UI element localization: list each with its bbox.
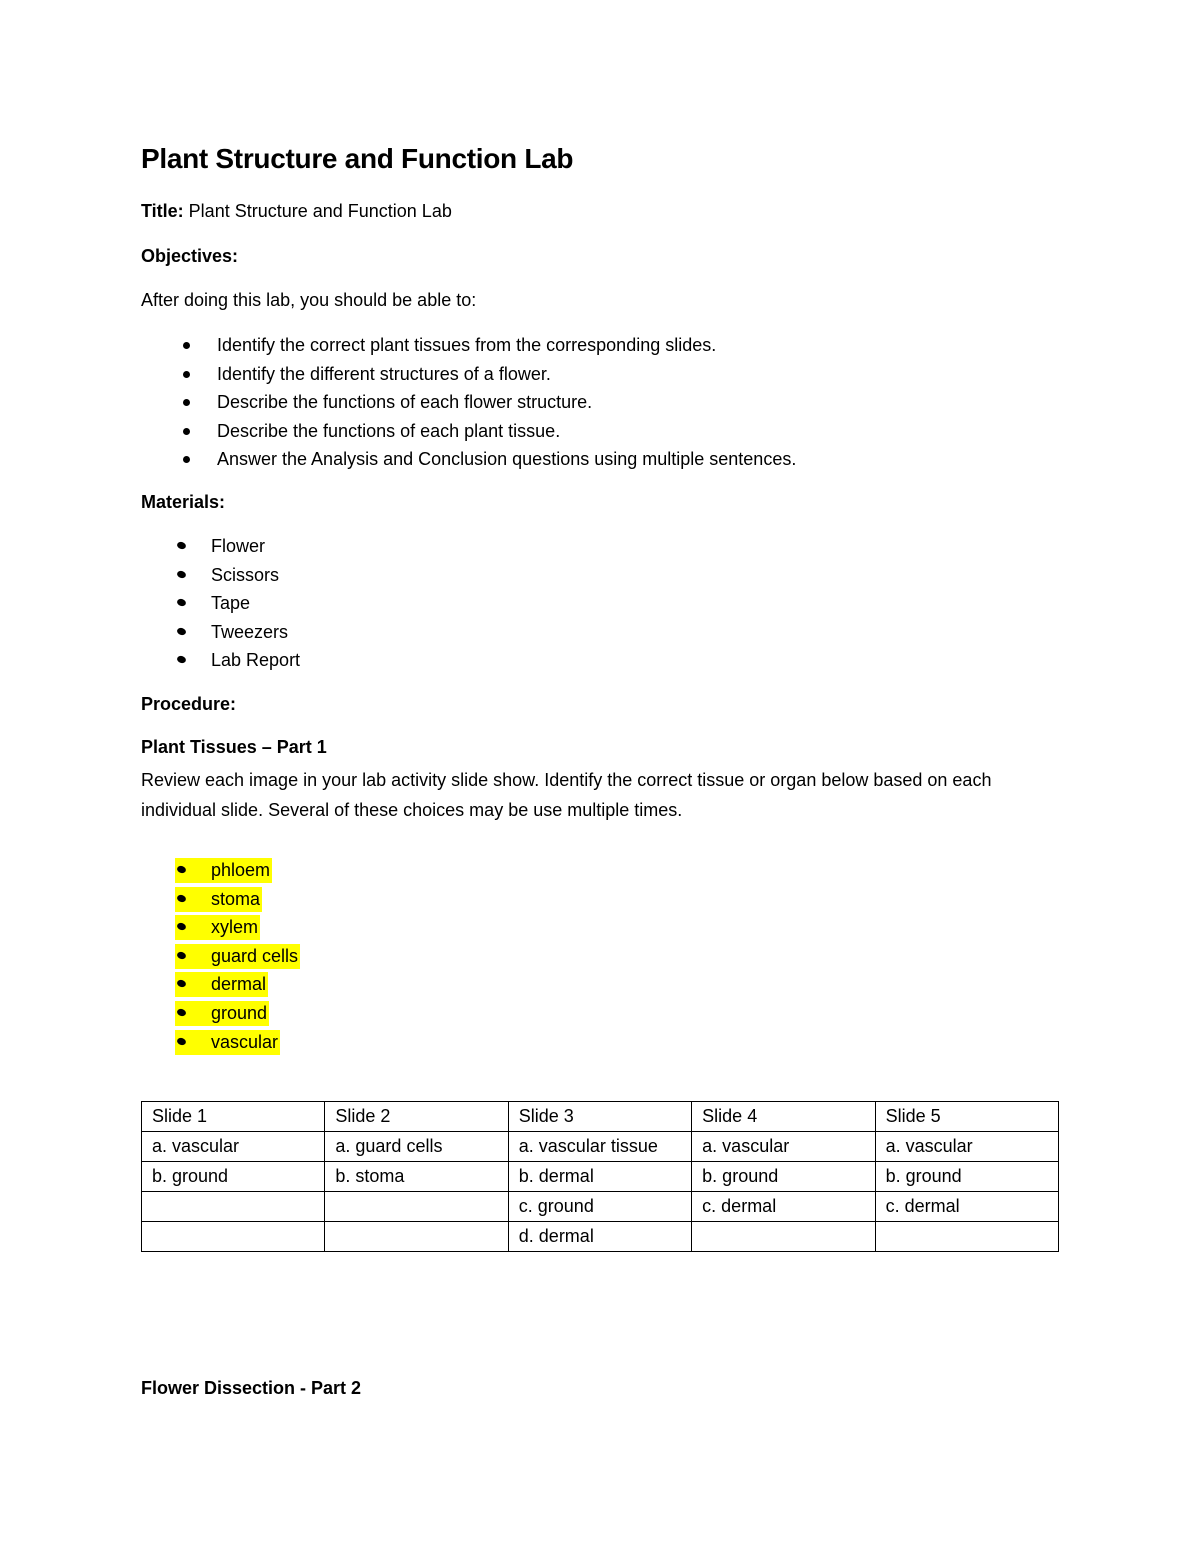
table-cell: a. guard cells — [325, 1132, 508, 1162]
list-item: Answer the Analysis and Conclusion questions using multiple sentences. — [141, 445, 796, 474]
list-item: Describe the functions of each plant tissue. — [141, 417, 796, 446]
document-title: Plant Structure and Function Lab — [141, 143, 574, 174]
table-cell: b. ground — [142, 1162, 325, 1192]
objectives-intro: After doing this lab, you should be able to: — [141, 290, 477, 310]
tissue-choice: dermal — [211, 972, 268, 997]
title-label: Title: — [141, 201, 184, 221]
table-cell: b. dermal — [508, 1162, 691, 1192]
tissue-choice: phloem — [211, 858, 272, 883]
table-cell: b. ground — [875, 1162, 1058, 1192]
list-item — [141, 885, 300, 914]
list-item: Flower — [141, 532, 300, 561]
table-cell — [142, 1222, 325, 1252]
tissue-choice: ground — [211, 1001, 269, 1026]
table-header-cell: Slide 4 — [692, 1102, 875, 1132]
table-cell: c. dermal — [692, 1192, 875, 1222]
list-item — [141, 942, 300, 971]
table-cell: a. vascular — [875, 1132, 1058, 1162]
list-item: Identify the correct plant tissues from the corresponding slides. — [141, 331, 796, 360]
objectives-list — [141, 331, 796, 474]
list-item — [141, 999, 300, 1028]
table-cell: a. vascular — [142, 1132, 325, 1162]
table-header-cell: Slide 3 — [508, 1102, 691, 1132]
list-item — [141, 913, 300, 942]
slides-table — [141, 1101, 1059, 1252]
tissue-choice: stoma — [211, 887, 262, 912]
part1-instructions: Review each image in your lab activity slide show. Identify the correct tissue or organ below based on each individual slide. Several of these choices may be use multiple times. — [141, 770, 992, 820]
table-cell: a. vascular — [692, 1132, 875, 1162]
title-value: Plant Structure and Function Lab — [183, 201, 452, 221]
table-row — [142, 1132, 1059, 1162]
table-cell: a. vascular tissue — [508, 1132, 691, 1162]
list-item: Tweezers — [141, 618, 300, 647]
table-cell — [875, 1222, 1058, 1252]
tissue-choices-list — [141, 856, 300, 1056]
table-cell — [142, 1192, 325, 1222]
list-item — [141, 970, 300, 999]
list-item: Identify the different structures of a flower. — [141, 360, 796, 389]
table-cell — [325, 1222, 508, 1252]
part1-heading: Plant Tissues – Part 1 — [141, 737, 327, 757]
table-header-cell: Slide 2 — [325, 1102, 508, 1132]
table-cell: c. ground — [508, 1192, 691, 1222]
objectives-heading: Objectives: — [141, 246, 239, 266]
table-cell: d. dermal — [508, 1222, 691, 1252]
list-item — [141, 856, 300, 885]
list-item: Describe the functions of each flower structure. — [141, 388, 796, 417]
table-row — [142, 1162, 1059, 1192]
table-cell — [325, 1192, 508, 1222]
materials-heading: Materials: — [141, 492, 226, 512]
table-header-cell: Slide 5 — [875, 1102, 1058, 1132]
materials-list — [141, 532, 300, 675]
tissue-choice: xylem — [211, 915, 260, 940]
list-item — [141, 1028, 300, 1057]
table-row — [142, 1192, 1059, 1222]
table-cell: c. dermal — [875, 1192, 1058, 1222]
part2-heading: Flower Dissection - Part 2 — [141, 1378, 362, 1398]
table-cell: b. stoma — [325, 1162, 508, 1192]
list-item: Scissors — [141, 561, 300, 590]
title-line — [141, 201, 452, 222]
table-cell — [692, 1222, 875, 1252]
table-header-row — [142, 1102, 1059, 1132]
list-item: Lab Report — [141, 646, 300, 675]
tissue-choice: guard cells — [211, 944, 300, 969]
procedure-heading: Procedure: — [141, 694, 237, 714]
table-cell: b. ground — [692, 1162, 875, 1192]
list-item: Tape — [141, 589, 300, 618]
tissue-choice: vascular — [211, 1030, 280, 1055]
table-row — [142, 1222, 1059, 1252]
table-header-cell: Slide 1 — [142, 1102, 325, 1132]
